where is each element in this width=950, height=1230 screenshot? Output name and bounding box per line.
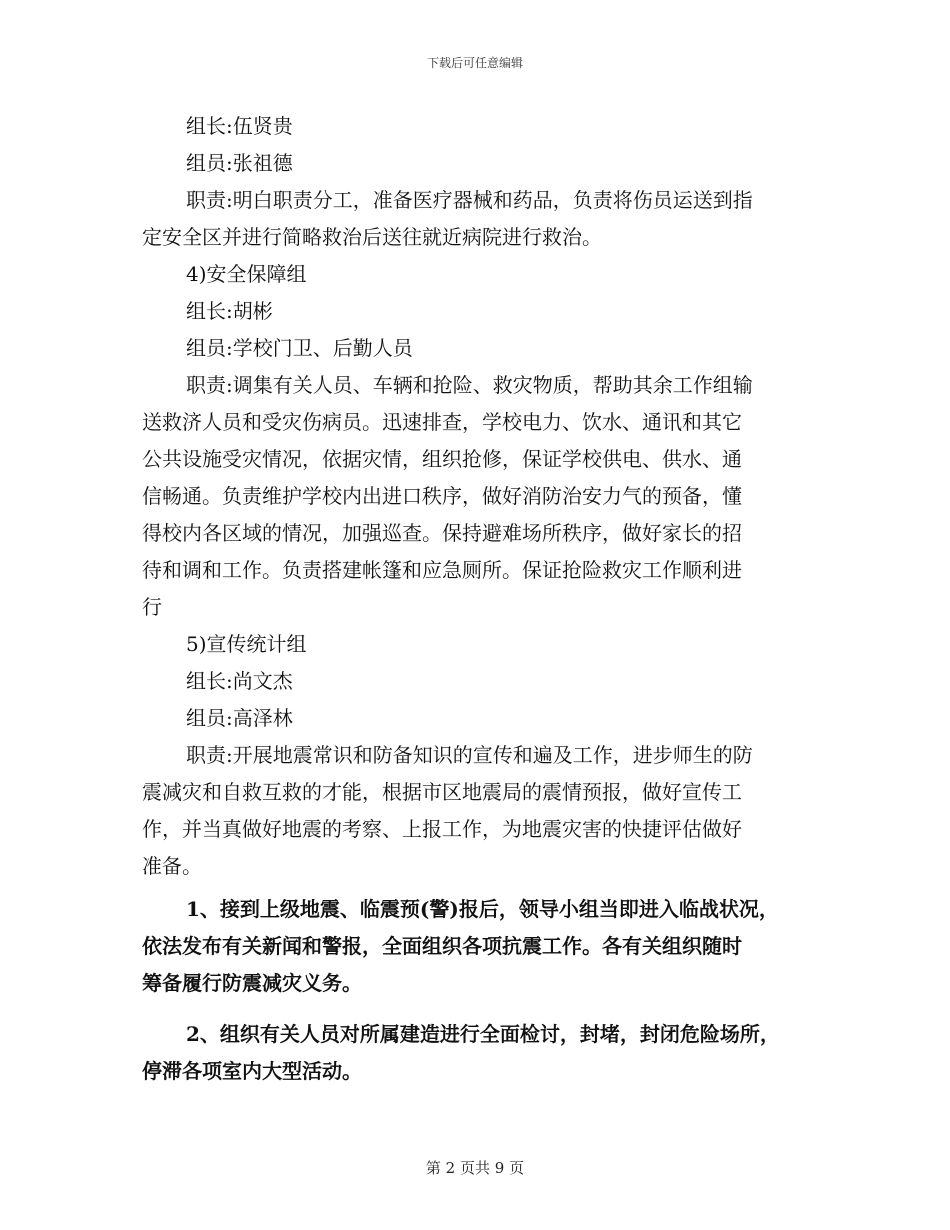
- text-line: 筹备履行防震减灾义务。: [142, 971, 362, 995]
- text-line: 组员:张祖德: [186, 151, 293, 175]
- text-line: 定安全区并进行简略救治后送往就近病院进行救治。: [142, 225, 602, 249]
- document-body: [142, 108, 812, 1090]
- text-line: 作，并当真做好地震的考察、上报工作，为地震灾害的快捷评估做好: [142, 817, 742, 841]
- text-line: 组员:高泽林: [186, 706, 293, 730]
- text-line: 停滞各项室内大型活动。: [142, 1059, 362, 1083]
- text-line: 行: [142, 595, 162, 619]
- text-line: 震减灾和自救互救的才能，根据市区地震局的震情预报，做好宣传工: [142, 780, 742, 804]
- text-line: 待和调和工作。负责搭建帐篷和应急厕所。保证抢险救灾工作顺利进: [142, 558, 742, 582]
- text-line: 公共设施受灾情况，依据灾情，组织抢修，保证学校供电、供水、通: [142, 447, 742, 471]
- text-line: 职责:调集有关人员、车辆和抢险、救灾物质，帮助其余工作组输: [186, 373, 753, 397]
- paragraph-gap: [142, 1002, 812, 1016]
- text-line: 2、组织有关人员对所属建造进行全面检讨，封堵，封闭危险场所，: [186, 1022, 780, 1046]
- text-line: 组长:伍贤贵: [186, 114, 293, 138]
- text-line: 组员:学校门卫、后勤人员: [186, 336, 413, 360]
- text-line: 组长:尚文杰: [186, 669, 293, 693]
- text-line: 送救济人员和受灾伤病员。迅速排查，学校电力、饮水、通讯和其它: [142, 410, 742, 434]
- text-line: 1、接到上级地震、临震预(警)报后，领导小组当即进入临战状况，: [186, 897, 779, 921]
- text-line: 5)宣传统计组: [186, 632, 307, 656]
- text-line: 得校内各区域的情况，加强巡查。保持避难场所秩序，做好家长的招: [142, 521, 742, 545]
- text-line: 职责:明白职责分工，准备医疗器械和药品，负责将伤员运送到指: [186, 188, 753, 212]
- page-header: 下载后可任意编辑: [426, 56, 523, 70]
- text-line: 依法发布有关新闻和警报，全面组织各项抗震工作。各有关组织随时: [142, 934, 742, 958]
- page-number: 第 2 页共 9 页: [425, 1159, 525, 1177]
- text-line: 准备。: [142, 854, 202, 878]
- text-line: 组长:胡彬: [186, 299, 273, 323]
- text-line: 职责:开展地震常识和防备知识的宣传和遍及工作，进步师生的防: [186, 743, 753, 767]
- text-line: 信畅通。负责维护学校内出进口秩序，做好消防治安力气的预备，懂: [142, 484, 742, 508]
- text-line: 4)安全保障组: [186, 262, 307, 286]
